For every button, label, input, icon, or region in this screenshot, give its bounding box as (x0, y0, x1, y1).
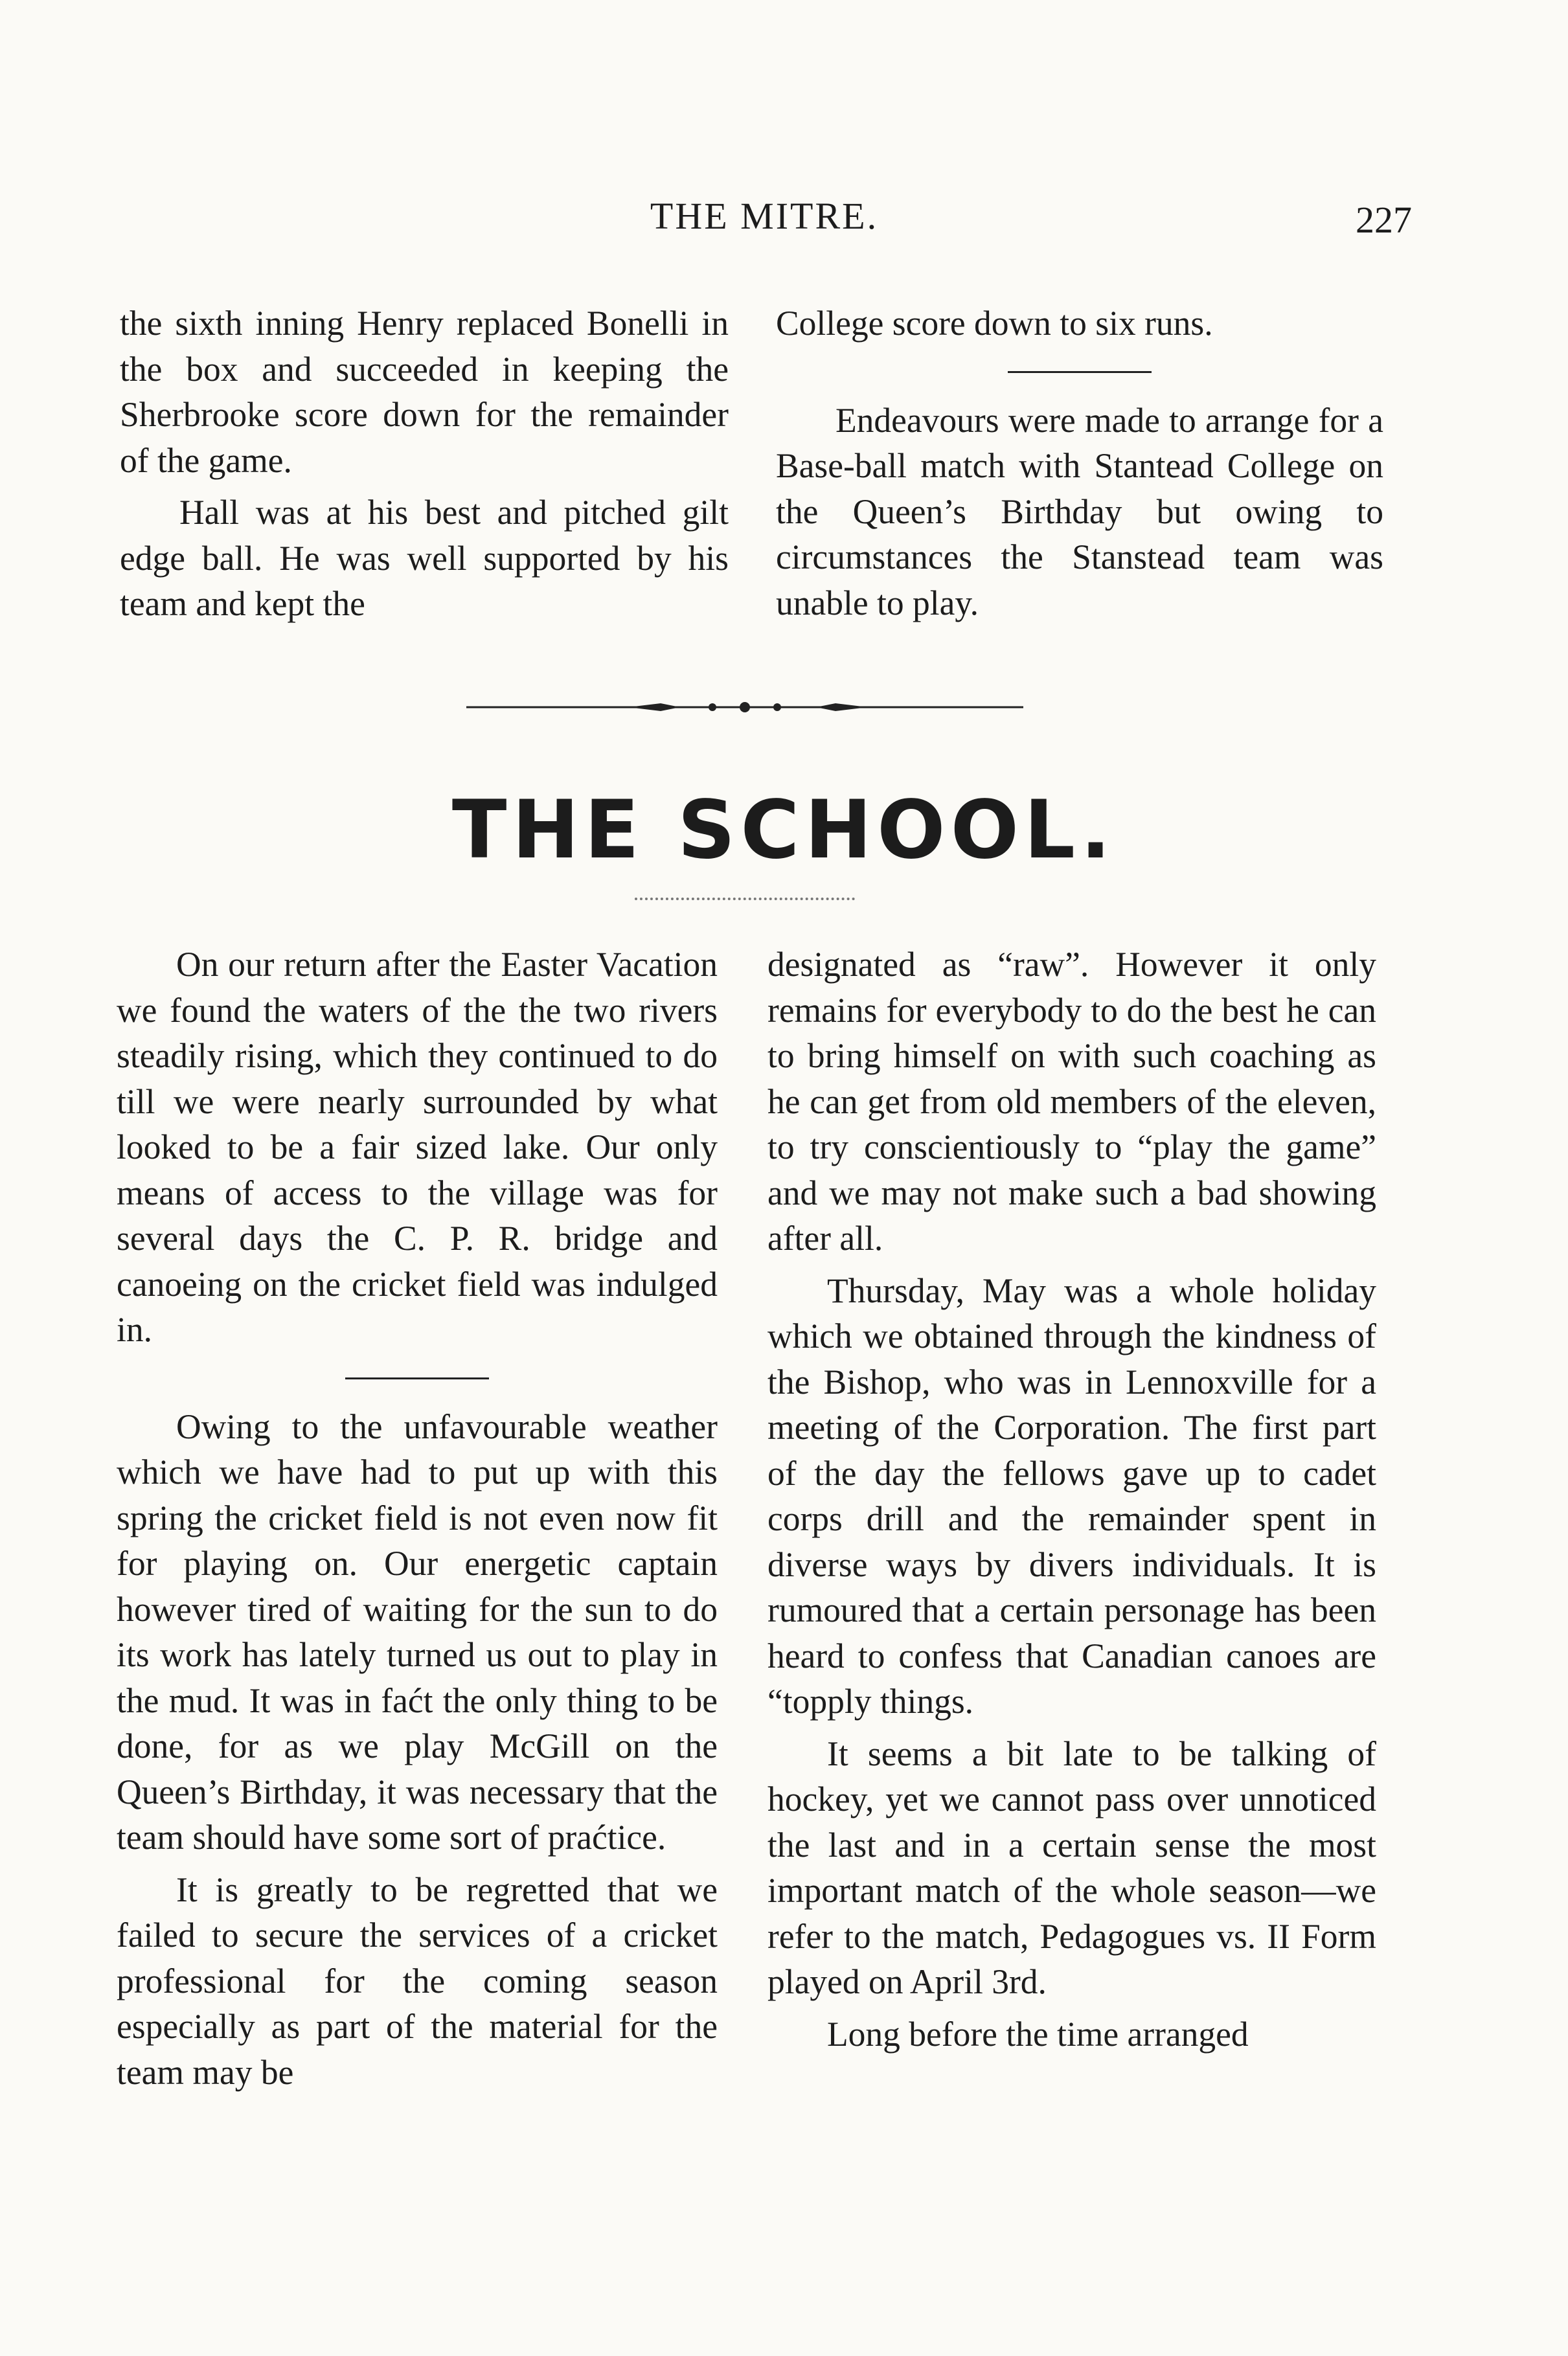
baseball-paragraph-continued: the sixth inning Henry replaced Bonelli in the box and succeeded in keeping the Sherbrooke score down for the remainder of the game. (120, 304, 729, 480)
section-divider (345, 1377, 489, 1379)
baseball-paragraph-hall: Hall was at his best and pitched gilt edge ball. He was well supported by his team and kept the (120, 493, 729, 623)
long-before-paragraph: Long before the time arranged (827, 2014, 1249, 2054)
bottom-left-column (117, 942, 718, 2095)
running-head (117, 194, 1412, 246)
top-right-column (776, 300, 1383, 626)
holiday-paragraph: Thursday, May was a whole holiday which we obtained through the kindness of the Bishop, who was in Lennoxville for a meeting of the Corporation. The first part of the day the fellows gave up to cadet corps drill and the remainder spent in diverse ways by divers individuals. It is rumoured that a certain personage has been heard to confess that Canadian canoes are “topply things. (767, 1271, 1376, 1721)
cricket-professional-paragraph: It is greatly to be regretted that we failed to secure the services of a cricket professional for the coming season especially as part of the material for the team may be (117, 1870, 718, 2092)
bottom-right-column (767, 942, 1376, 2057)
stanstead-paragraph: Endeavours were made to arrange for a Base-ball match with Stantead College on the Queen’s Birthday but owing to circumstances the Stanstead team was unable to play. (776, 400, 1383, 622)
hockey-paragraph: It seems a bit late to be talking of hockey, yet we cannot pass over unnoticed the last and in a certain sense the most important match of the whole season—we refer to the match, Pedagogues vs. II Form played on April 3rd. (767, 1734, 1376, 2001)
page-number: 227 (1356, 199, 1412, 241)
top-left-column (120, 300, 729, 627)
section-title: THE SCHOOL. (451, 784, 1117, 877)
section-divider (1008, 371, 1152, 373)
journal-title: THE MITRE. (650, 195, 879, 237)
baseball-paragraph-end: College score down to six runs. (776, 304, 1213, 343)
title-underline (635, 898, 855, 905)
ornamental-rule-icon (466, 694, 1023, 720)
easter-flood-paragraph: On our return after the Easter Vacation we found the waters of the the two rivers steadily rising, which they continued to do till we were nearly surrounded by what looked to be a fair sized lake. Our only means of access to the village was for several days the C. P. R. bridge and canoeing on the cricket field was indulged in. (117, 945, 718, 1349)
cricket-paragraph-end: designated as “raw”. However it only remains for everybody to do the best he can to bring himself on with such coaching as he can get from old members of the eleven, to try conscientiously to “play the game” and we may not make such a bad showing after all. (767, 945, 1376, 1258)
cricket-field-paragraph: Owing to the unfavourable weather which we have had to put up with this spring the cricket field is not even now fit for playing on. Our energetic captain however tired of waiting for the sun to do its work has lately turned us out to play in the mud. It was in faćt the only thing to be done, for as we play McGill on the Queen’s Birthday, it was necessary that the team should have some sort of praćtice. (117, 1407, 718, 1857)
